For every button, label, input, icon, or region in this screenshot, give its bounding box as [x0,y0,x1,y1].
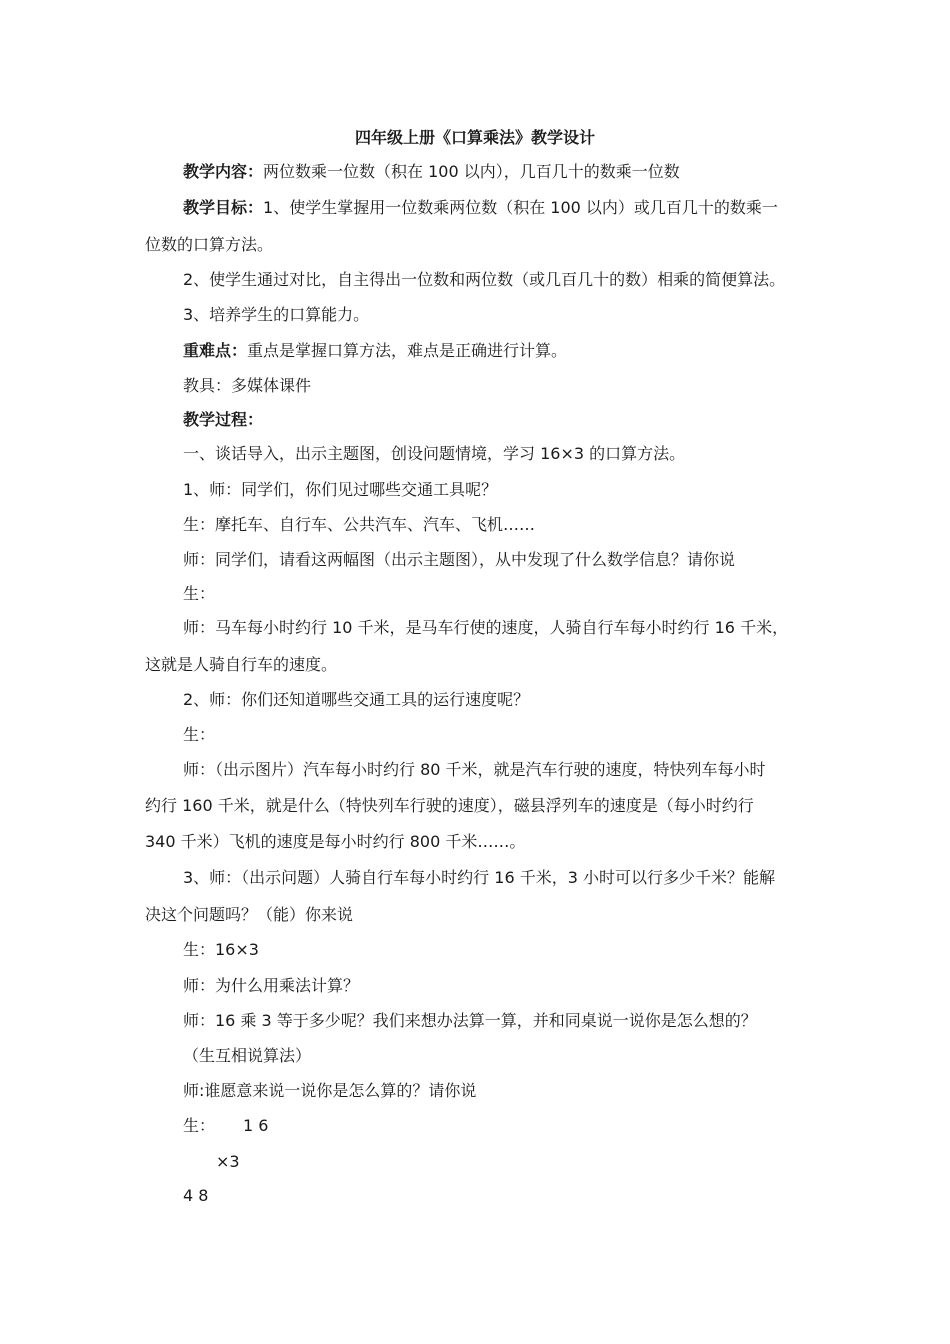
teaching-goal-2: 2、使学生通过对比，自主得出一位数和两位数（或几百几十的数）相乘的简便算法。 [183,270,786,289]
process-line: 师:谁愿意来说一说你是怎么算的？请你说 [183,1081,477,1100]
process-line: （生互相说算法） [183,1046,312,1065]
process-line: 生： [183,584,216,603]
process-line: 师：马车每小时约行 10 千米，是马车行使的速度，人骑自行车每小时约行 16 千米， [183,618,789,637]
process-line: 3、师：（出示问题）人骑自行车每小时约行 16 千米，3 小时可以行多少千米？能解 [183,868,775,887]
teaching-goal-1-continued: 位数的口算方法。 [145,235,274,254]
vertical-calc-multiplicand: 1 6 [243,1116,269,1135]
teaching-content [183,162,680,182]
vertical-calc-product: 4 8 [183,1186,209,1205]
process-line: 师：为什么用乘法计算？ [183,976,360,995]
teaching-goal-3: 3、培养学生的口算能力。 [183,305,370,324]
process-line: 生：16×3 [183,940,259,959]
process-line: 1、师：同学们，你们见过哪些交通工具呢？ [183,480,498,499]
process-line: 生：摩托车、自行车、公共汽车、汽车、飞机…… [183,515,536,534]
process-line: 这就是人骑自行车的速度。 [145,655,338,674]
teaching-process-heading: 教学过程： [183,410,264,429]
teaching-content-label: 教学内容： [183,162,264,181]
process-line: 生： [183,725,216,744]
process-line: 师：16 乘 3 等于多少呢？我们来想办法算一算，并和同桌说一说你是怎么想的？ [183,1011,757,1030]
teaching-goals [183,198,778,218]
process-line: 师：（出示图片）汽车每小时约行 80 千米，就是汽车行驶的速度，特快列车每小时 [183,760,766,779]
key-points-text: 重点是掌握口算方法，难点是正确进行计算。 [247,341,568,360]
teaching-goal-1: 1、使学生掌握用一位数乘两位数（积在 100 以内）或几百几十的数乘一 [263,198,778,217]
key-points [183,341,567,361]
teaching-tools: 教具：多媒体课件 [183,376,312,395]
process-line: 师：同学们，请看这两幅图（出示主题图），从中发现了什么数学信息？请你说 [183,550,736,569]
teaching-content-text: 两位数乘一位数（积在 100 以内），几百几十的数乘一位数 [263,162,680,181]
vertical-calc-multiplier: ×3 [216,1152,240,1171]
process-line: 一、谈话导入，出示主题图，创设问题情境，学习 16×3 的口算方法。 [183,444,686,463]
document-title: 四年级上册《口算乘法》教学设计 [354,128,595,147]
process-line: 2、师：你们还知道哪些交通工具的运行速度呢？ [183,690,530,709]
process-line: 340 千米）飞机的速度是每小时约行 800 千米……。 [145,832,526,851]
process-line: 决这个问题吗？（能）你来说 [145,905,354,924]
process-line: 约行 160 千米，就是什么（特快列车行驶的速度），磁县浮列车的速度是（每小时约行 [145,796,754,815]
key-points-label: 重难点： [183,341,248,360]
teaching-goals-label: 教学目标： [183,198,264,217]
student-label: 生： [183,1116,216,1135]
